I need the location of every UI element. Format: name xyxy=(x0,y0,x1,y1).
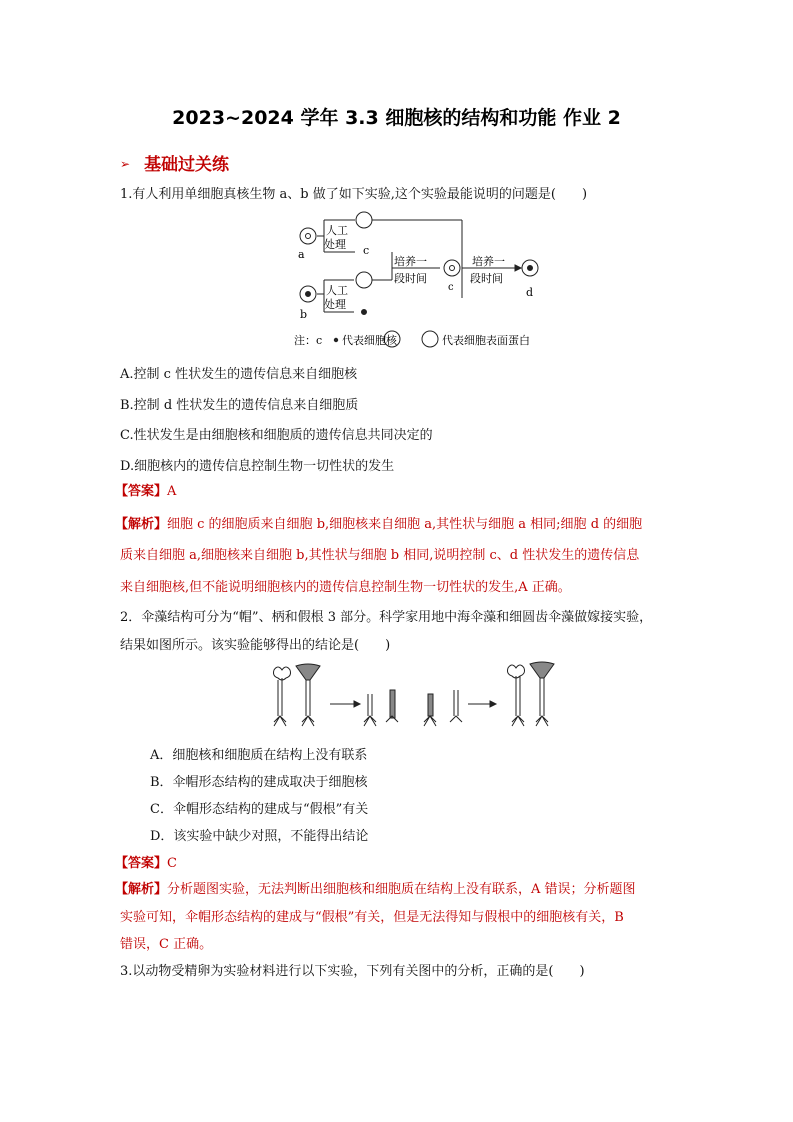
cell-surface-icon xyxy=(356,212,372,228)
arrow-bullet-icon: ➢ xyxy=(120,157,131,171)
q2-stem-line-2: 结果如图所示。该实验能够得出的结论是( ) xyxy=(120,638,391,653)
cell-c-icon xyxy=(444,260,460,276)
culture1-line1: 培养一 xyxy=(394,255,427,268)
q1-analysis-line-3: 来自细胞核,但不能说明细胞核内的遗传信息控制生物一切性状的发生,A 正确。 xyxy=(120,580,571,595)
section-heading xyxy=(120,150,229,175)
q1-answer xyxy=(115,484,176,500)
q2-stem-line-1: 2．伞藻结构可分为“帽”、柄和假根 3 部分。科学家用地中海伞藻和细圆齿伞藻做嫁接实验， xyxy=(120,610,653,625)
q3-stem: 3.以动物受精卵为实验材料进行以下实验，下列有关图中的分析，正确的是( ) xyxy=(120,964,585,979)
q2-analysis-line-3: 错误，C 正确。 xyxy=(120,937,213,952)
culture2-line1: 培养一 xyxy=(472,255,505,268)
q2-option-c: C．伞帽形态结构的建成与“假根”有关 xyxy=(150,802,369,817)
q1-figure xyxy=(290,208,560,350)
answer-label: 【答案】 xyxy=(115,484,168,499)
note-prefix: 注：c xyxy=(294,334,323,347)
q2-option-b: B．伞帽形态结构的建成取决于细胞核 xyxy=(150,775,368,790)
q1-analysis-line-2: 质来自细胞 a,细胞核来自细胞 b,其性状与细胞 b 相同,说明控制 c、d 性状发生的遗传信息 xyxy=(120,548,640,563)
culture1-line2: 段时间 xyxy=(394,272,427,285)
q2-answer xyxy=(115,856,177,872)
q1-stem: 1.有人利用单细胞真核生物 a、b 做了如下实验,这个实验最能说明的问题是( ) xyxy=(120,187,588,202)
q2-figure-acetabularia-graft xyxy=(268,660,568,732)
note-end: 代表细胞表面蛋白 xyxy=(442,334,530,347)
answer-label: 【答案】 xyxy=(115,856,168,871)
label-d: d xyxy=(526,286,534,299)
label-c: c xyxy=(448,282,454,293)
cell-surface-icon xyxy=(356,272,372,288)
q2-analysis-line-1: 【解析】分析题图实验，无法判断出细胞核和细胞质在结构上没有联系，A 错误；分析题图 xyxy=(115,882,636,897)
answer-value: A xyxy=(167,484,177,499)
q1-option-c: C.性状发生是由细胞核和细胞质的遗传信息共同决定的 xyxy=(120,428,433,443)
q1-option-a: A.控制 c 性状发生的遗传信息来自细胞核 xyxy=(120,367,358,382)
q1-option-b: B.控制 d 性状发生的遗传信息来自细胞质 xyxy=(120,398,359,413)
q1-analysis-line-1: 【解析】细胞 c 的细胞质来自细胞 b,细胞核来自细胞 a,其性状与细胞 a 相同;细胞 d 的细胞 xyxy=(115,517,643,532)
treat2-line1: 人工 xyxy=(326,284,348,297)
nucleus-dot-icon xyxy=(306,292,311,297)
label-b: b xyxy=(300,308,308,321)
section-label: 基础过关练 xyxy=(144,155,230,175)
cell-a-icon xyxy=(300,228,316,244)
acetabularia-mediterranea-icon xyxy=(296,664,320,726)
answer-value: C xyxy=(167,856,177,871)
culture2-line2: 段时间 xyxy=(470,272,503,285)
note-dot-icon xyxy=(334,338,338,342)
nucleus-c-icon xyxy=(306,234,311,239)
page-title: 2023~2024 学年 3.3 细胞核的结构和功能 作业 2 xyxy=(172,107,621,129)
analysis-label: 【解析】 xyxy=(115,882,168,897)
acetabularia-crenulata-icon xyxy=(274,667,291,726)
analysis-label: 【解析】 xyxy=(115,517,168,532)
label-a: a xyxy=(298,248,305,261)
label-c-small: c xyxy=(363,244,370,257)
treat1-line2: 处理 xyxy=(324,238,346,251)
q2-option-a: A．细胞核和细胞质在结构上没有联系 xyxy=(150,748,368,763)
q2-analysis-line-2: 实验可知，伞帽形态结构的建成与“假根”有关，但是无法得知与假根中的细胞核有关，B xyxy=(120,910,624,925)
treat1-line1: 人工 xyxy=(326,224,348,237)
q1-option-d: D.细胞核内的遗传信息控制生物一切性状的发生 xyxy=(120,459,395,474)
note-mid: 代表细胞核 xyxy=(342,334,397,347)
treat2-line2: 处理 xyxy=(324,298,346,311)
q2-option-d: D．该实验中缺少对照，不能得出结论 xyxy=(150,829,369,844)
